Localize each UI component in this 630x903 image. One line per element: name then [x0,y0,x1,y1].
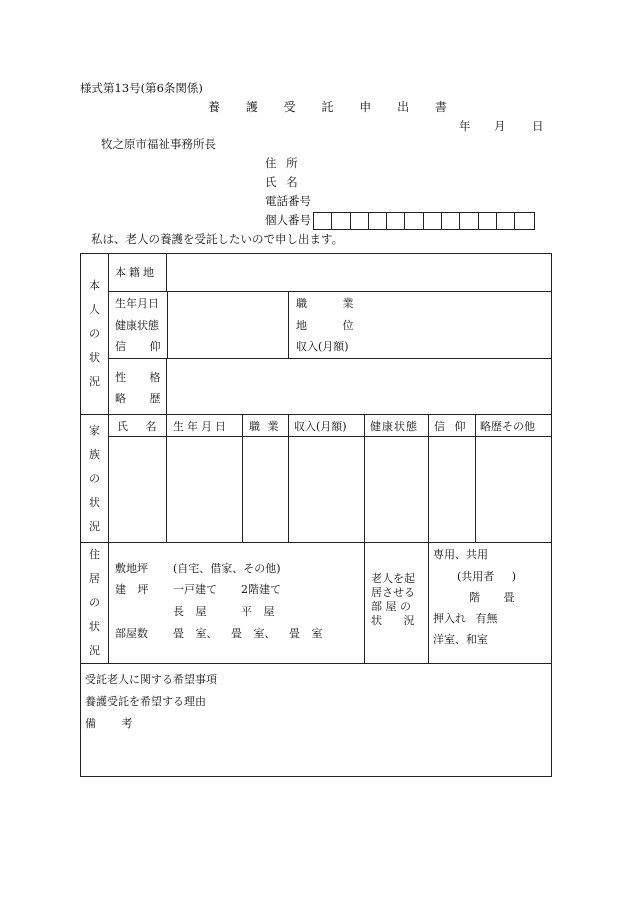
health-label: 健康状態 [115,319,159,332]
elder-room-details-cell[interactable] [429,543,552,664]
religion-label: 信 仰 [115,340,161,353]
form-title: 養 護 受 託 申 出 書 [208,100,447,114]
two-story-option[interactable]: 2階建て [241,583,281,596]
name-label: 氏 名 [265,175,298,189]
family-religion-field[interactable] [429,437,476,543]
id-digit-box[interactable] [351,213,369,229]
id-digit-box[interactable] [314,213,332,229]
family-health-field[interactable] [365,437,429,543]
id-digit-box[interactable] [460,213,478,229]
floor-tatami[interactable]: 階 畳 [469,591,515,604]
address-label: 住 所 [265,156,298,170]
id-digit-box[interactable] [405,213,423,229]
tatami-room-2: 畳 室、 [231,627,276,640]
family-birth-field[interactable] [167,437,243,543]
remarks-label: 備 考 [85,717,133,730]
family-history-field[interactable] [476,437,552,543]
family-occupation-field[interactable] [243,437,289,543]
remarks-cell[interactable] [81,664,552,777]
character-history-label-cell [109,359,167,415]
birth-label: 生年月日 [115,297,159,310]
room-style[interactable]: 洋室、和室 [433,633,488,646]
id-digit-box[interactable] [515,213,533,229]
site-area-note: (自宅、借家、その他) [173,562,281,575]
family-col-history: 略歴その他 [476,415,552,437]
self-section-label: 本 人 の 状 況 [81,254,109,415]
tatami-room-1: 畳 室、 [173,627,218,640]
family-col-name: 氏 名 [109,415,167,437]
date-day: 日 [532,119,544,133]
id-digit-box[interactable] [497,213,515,229]
shared-with[interactable]: (共用者 ) [457,570,517,583]
housing-details-cell[interactable] [109,543,365,664]
id-digit-box[interactable] [442,213,460,229]
flat-house-option[interactable]: 平 屋 [241,605,275,618]
character-history-field[interactable] [167,359,552,415]
id-number-boxes[interactable] [313,212,535,230]
family-col-birth: 生年月日 [167,415,243,437]
closet[interactable]: 押入れ 有無 [433,612,498,625]
phone-label: 電話番号 [265,194,311,208]
family-col-health: 健康状態 [365,415,429,437]
domicile-label-cell [109,254,167,292]
domicile-field[interactable] [167,254,552,292]
id-digit-box[interactable] [332,213,350,229]
id-digit-box[interactable] [424,213,442,229]
id-digit-box[interactable] [369,213,387,229]
domicile-label: 本籍地 [115,266,157,279]
family-col-religion: 信 仰 [429,415,476,437]
id-digit-box[interactable] [479,213,497,229]
occupation-position-income-cell[interactable] [289,292,552,359]
family-section-label: 家 族 の 状 況 [81,415,109,543]
history-label: 略 歴 [115,392,161,405]
position-label: 地 位 [296,319,354,332]
reason-label: 養護受託を希望する理由 [85,695,206,708]
family-name-field[interactable] [109,437,167,543]
wish-label: 受託老人に関する希望事項 [85,673,217,686]
date-year: 年 [459,119,471,133]
family-col-income: 収入(月額) [289,415,365,437]
character-label: 性 格 [115,371,161,384]
row-house-option[interactable]: 長 屋 [173,605,207,618]
one-story-option[interactable]: 一戸建て [173,583,217,596]
birth-health-religion-cell[interactable] [109,292,289,359]
family-income-field[interactable] [289,437,365,543]
date-month: 月 [494,119,506,133]
application-form-table [80,253,552,777]
occupation-label: 職 業 [296,297,354,310]
statement: 私は、老人の養護を受託したいので申し出ます。 [91,232,344,246]
building-area-label: 建 坪 [115,583,149,596]
id-digit-box[interactable] [387,213,405,229]
site-area-label: 敷地坪 [115,562,148,575]
id-label: 個人番号 [265,213,311,227]
income-label: 収入(月額) [296,340,349,353]
form-number: 様式第13号(第6条関係) [80,81,203,95]
elder-room-label-cell: 老人を起 居させる 部 屋 の 状 況 [365,543,429,664]
room-usage[interactable]: 専用、共用 [433,548,488,561]
addressee: 牧之原市福祉事務所長 [101,137,216,151]
tatami-room-3: 畳 室 [289,627,323,640]
family-col-occupation: 職 業 [243,415,289,437]
rooms-label: 部屋数 [115,627,148,640]
housing-section-label: 住 居 の 状 況 [81,543,109,664]
